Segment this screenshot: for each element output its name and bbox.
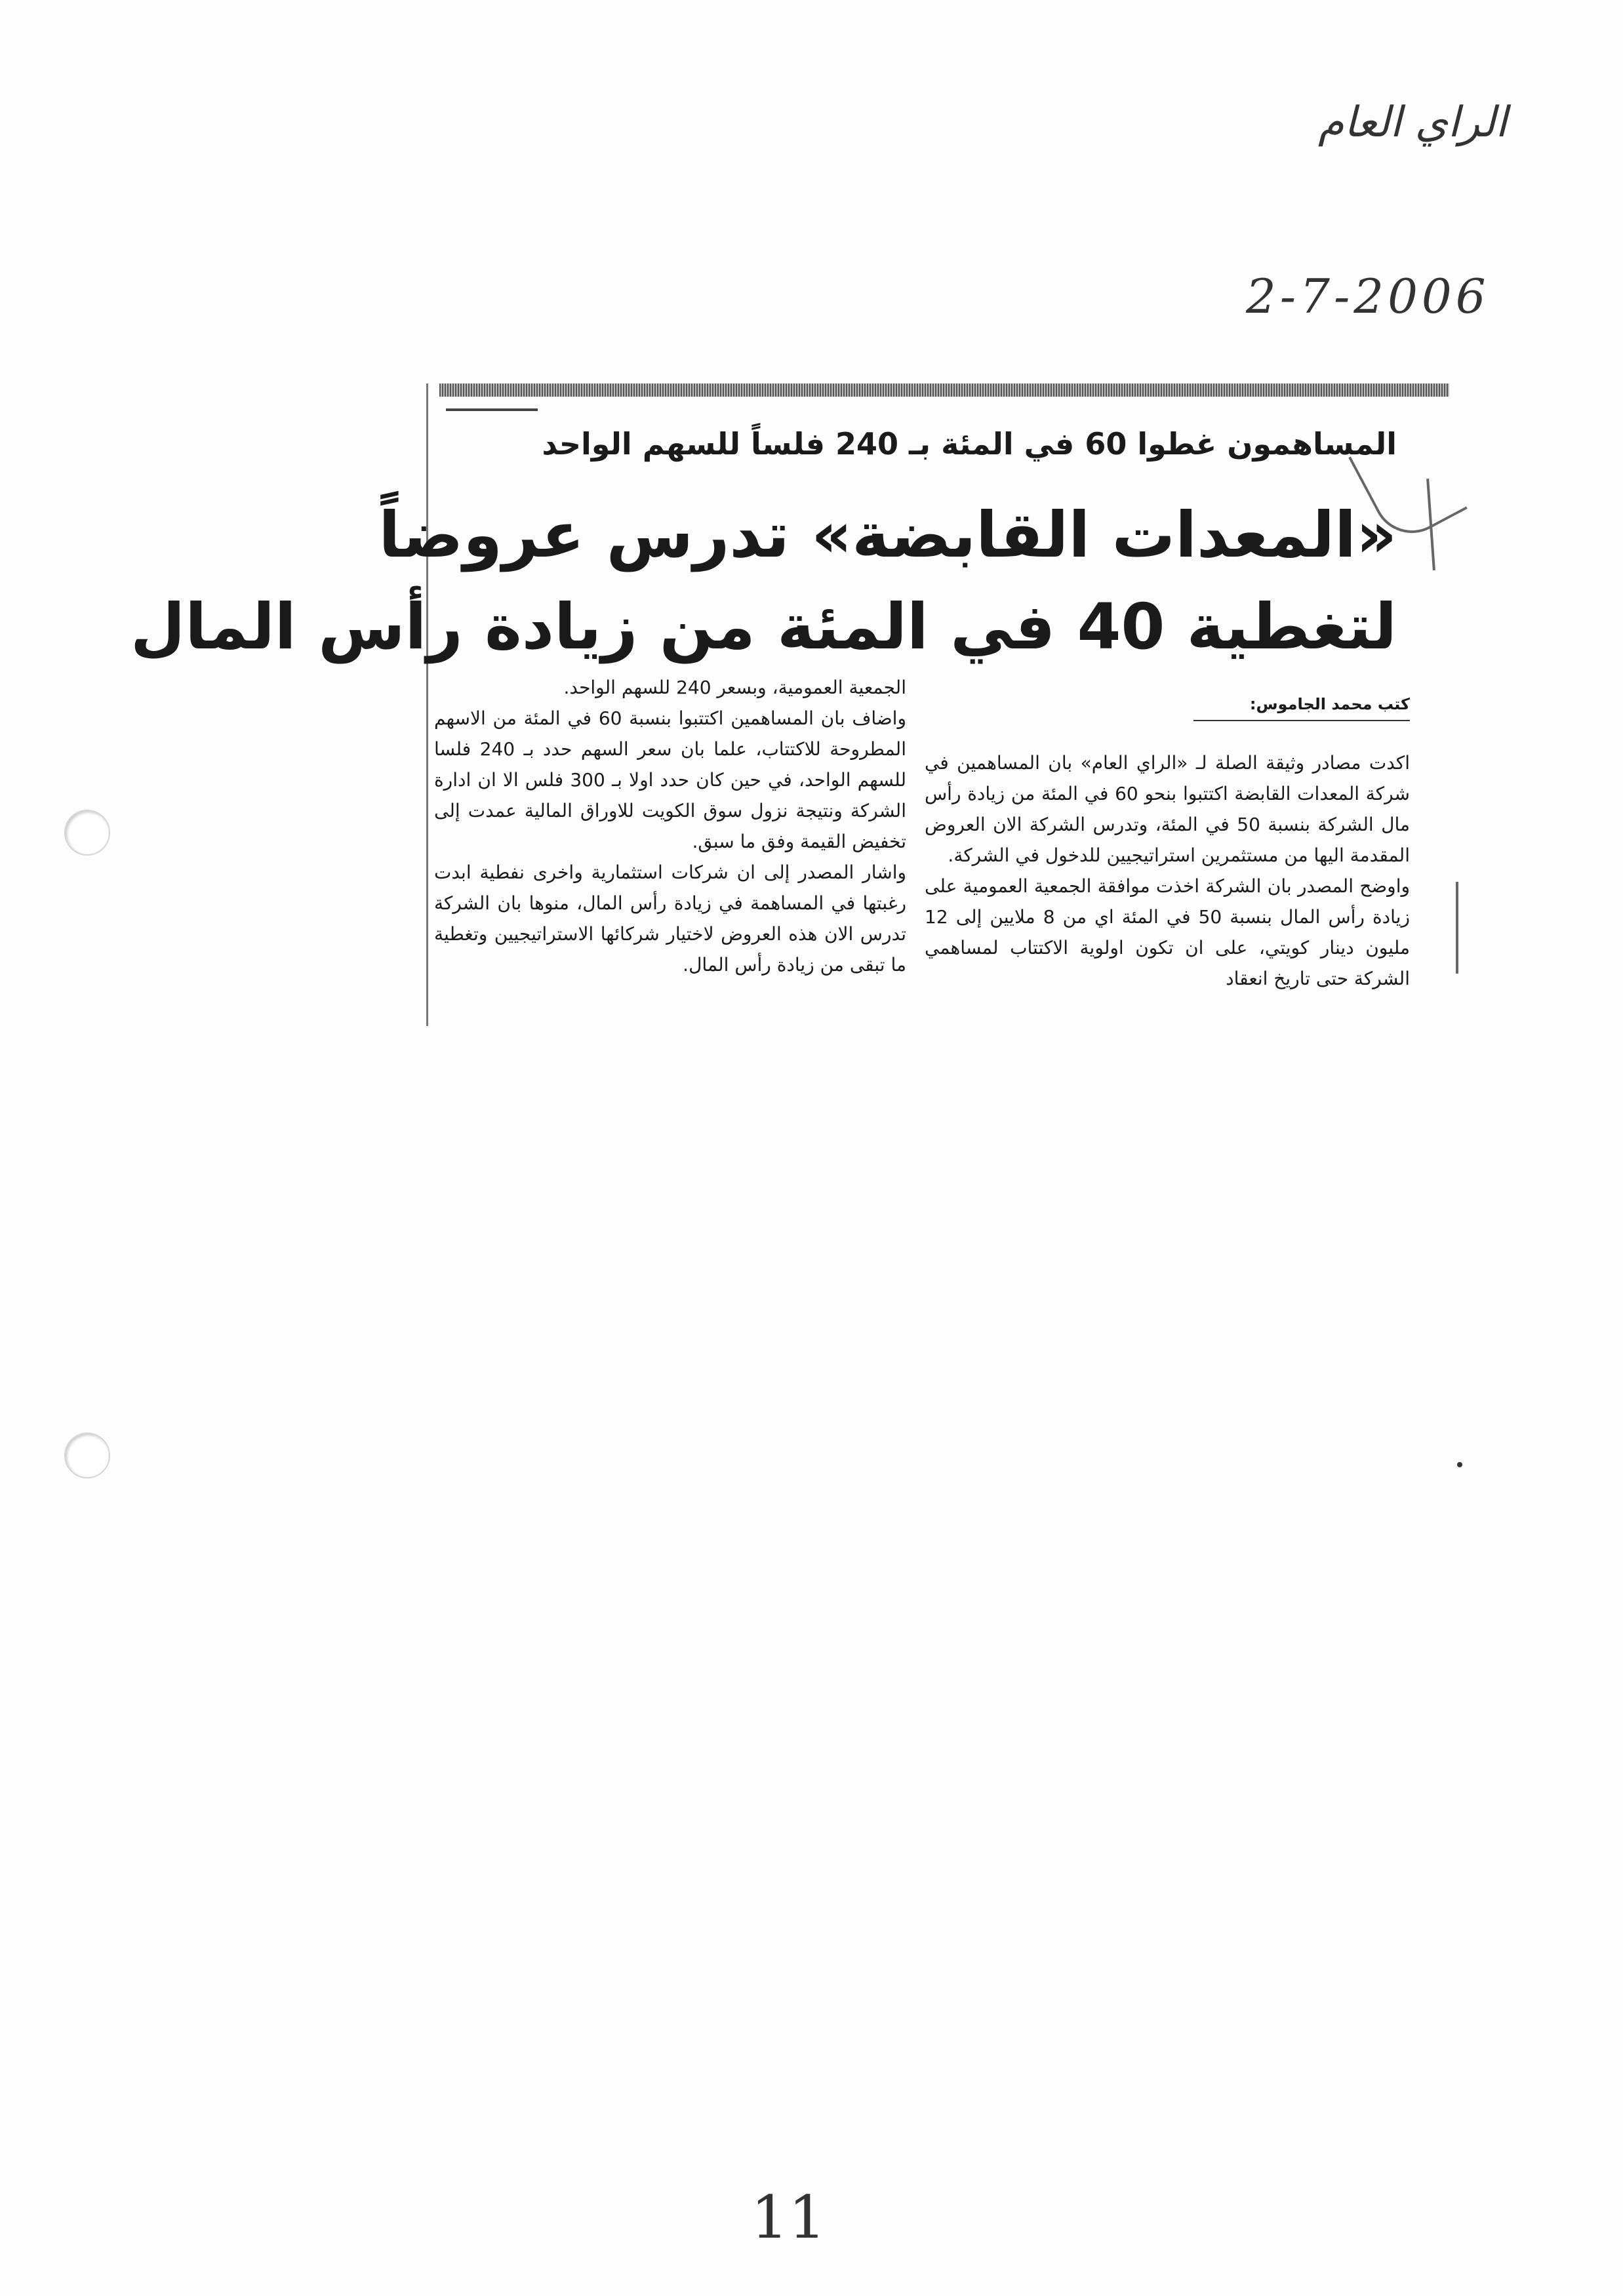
punch-hole bbox=[64, 810, 110, 856]
paragraph: واضاف بان المساهمين اكتتبوا بنسبة 60 في المئة من الاسهم المطروحة للاكتتاب، علما بان سعر السهم حدد بـ 240 فلسا للسهم الواحد، في حين كان حدد اولا بـ 300 فلس الا ان ادارة الشركة ونتيجة نزول سوق الكويت للاوراق المالية عمدت إلى تخفيض القيمة وفق ما سبق. bbox=[434, 707, 906, 852]
article-headline-line2: لتغطية 40 في المئة من زيادة رأس المال bbox=[130, 590, 1397, 663]
handwritten-date: 2-7-2006 bbox=[1246, 269, 1490, 324]
handwritten-source-note: الراي العام bbox=[1318, 98, 1508, 147]
punch-hole bbox=[64, 1433, 110, 1478]
handwritten-page-number: 11 bbox=[751, 2183, 826, 2252]
newspaper-clipping bbox=[130, 384, 1449, 1052]
article-byline: كتب محمد الجاموس: bbox=[1193, 695, 1410, 721]
article-headline-line1: «المعدات القابضة» تدرس عروضاً bbox=[378, 498, 1397, 572]
paragraph: واوضح المصدر بان الشركة اخذت موافقة الجمعية العمومية على زيادة رأس المال بنسبة 50 في المئة اي من 8 ملايين إلى 12 مليون دينار كويتي، على ان تكون اولوية الاكتتاب لمساهمي الشركة حتى تاريخ انعقاد bbox=[925, 875, 1410, 989]
ink-dot bbox=[1457, 1462, 1462, 1467]
margin-mark bbox=[1456, 882, 1458, 974]
article-column-left bbox=[434, 672, 906, 980]
clipping-left-rule bbox=[426, 384, 428, 1026]
paragraph: الجمعية العمومية، وبسعر 240 للسهم الواحد. bbox=[563, 677, 906, 698]
paragraph: اكدت مصادر وثيقة الصلة لـ «الراي العام» بان المساهمين في شركة المعدات القابضة اكتتبوا بنحو 60 في المئة من زيادة رأس مال الشركة بنسبة 50 في المئة، وتدرس الشركة الان العروض المقدمة اليها من مستثمرين استراتيجيين للدخول في الشركة. bbox=[925, 752, 1410, 866]
paragraph: واشار المصدر إلى ان شركات استثمارية واخرى نفطية ابدت رغبتها في المساهمة في زيادة رأس المال، منوها بان الشركة تدرس الان هذه العروض لاختيار شركائها الاستراتيجيين وتغطية ما تبقى من زيادة رأس المال. bbox=[434, 861, 906, 976]
clipping-top-border bbox=[439, 384, 1449, 397]
article-kicker: المساهمون غطوا 60 في المئة بـ 240 فلساً للسهم الواحد bbox=[542, 426, 1397, 462]
clipping-corner-mark bbox=[446, 403, 538, 411]
article-column-right bbox=[925, 747, 1410, 1029]
